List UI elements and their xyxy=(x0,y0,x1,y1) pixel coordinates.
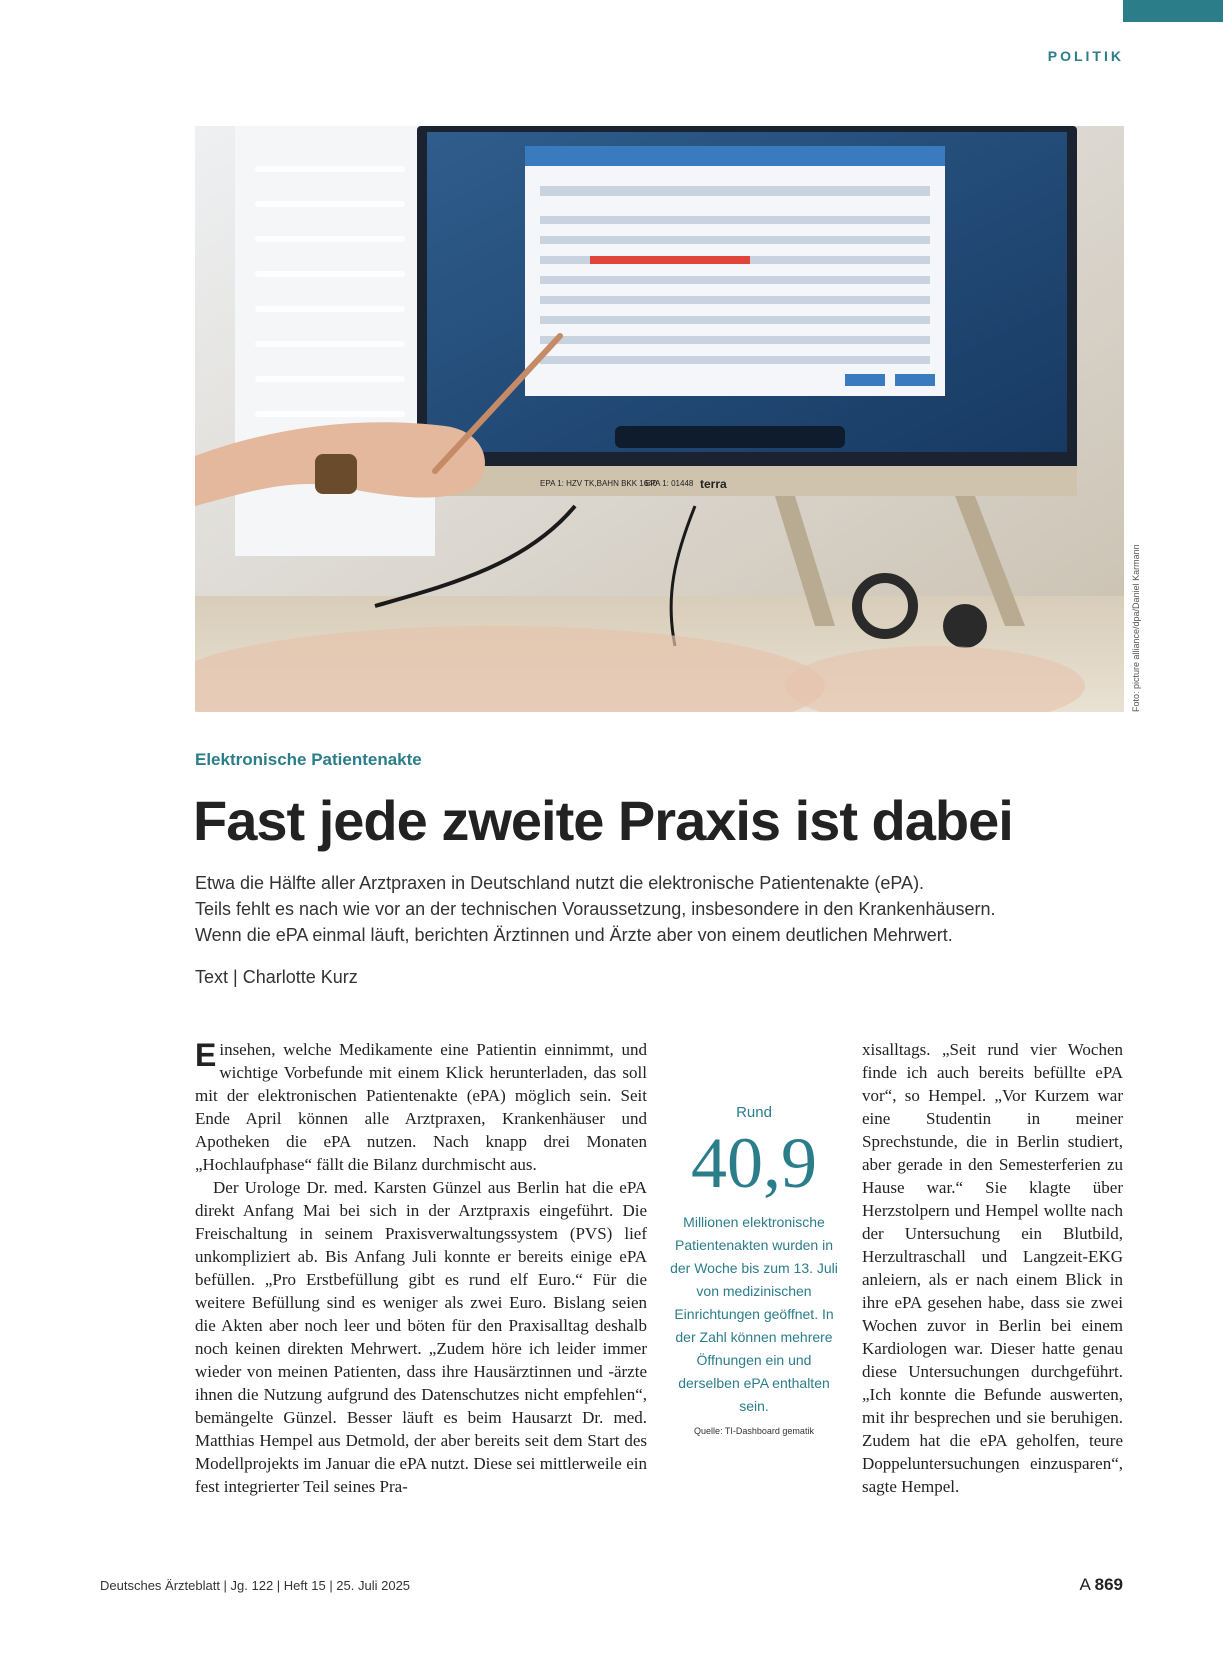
body-paragraph: xisalltags. „Seit rund vier Wochen finde ich auch bereits befüllte ePA vor“, so Hempel. „Vor Kurzem war eine Studentin in meiner Sprechstunde, die in Berlin studiert, aber gerade in den Semesterferien zu Hause war.“ Sie klagte über Herzstolpern und Hempel wollte nach der Untersuchung ein Blutbild, Herzultraschall und Langzeit-EKG anleiern, als er nach einem Blick in ihre ePA gesehen habe, dass sie zwei Wochen zuvor in Berlin bei einem Kardiologen war. Dieser hatte genau diese Untersuchungen durchgeführt. „Ich konnte die Befunde auswerten, mit ihr besprechen und sie beruhigen. Zudem hat die ePA geholfen, teure Doppeluntersuchungen einzusparen“, sagte Hempel. xyxy=(862,1040,1123,1496)
body-column-left xyxy=(195,1038,647,1498)
lead-line: Etwa die Hälfte aller Arztpraxen in Deutschland nutzt die elektronische Patientenakte (ePA). xyxy=(195,873,925,893)
section-label: POLITIK xyxy=(1047,48,1124,64)
monitor-label-a: EPA 1: HZV TK,BAHN BKK 1640 xyxy=(540,479,658,488)
lead-line: Wenn die ePA einmal läuft, berichten Ärztinnen und Ärzte aber von einem deutlichen Mehrwert. xyxy=(195,925,953,945)
body-paragraph xyxy=(195,1038,647,1176)
article-title: Fast jede zweite Praxis ist dabei xyxy=(193,789,1013,852)
drop-cap: E xyxy=(195,1037,217,1073)
stat-number: 40,9 xyxy=(691,1123,817,1203)
article-photo xyxy=(195,126,1124,712)
page-number xyxy=(1079,1575,1123,1595)
monitor-brand: terra xyxy=(700,477,727,491)
lead-line: Teils fehlt es nach wie vor an der technischen Voraussetzung, insbesondere in den Krankenhäusern. xyxy=(195,899,996,919)
body-column-right xyxy=(862,1038,1123,1498)
stat-box xyxy=(664,1104,844,1436)
article-lead xyxy=(195,870,1115,948)
paragraph-text: insehen, welche Medikamente eine Patientin einnimmt, und wichtige Vorbefunde mit einem Klick herunterladen, das soll mit der elektronischen Patientenakte (ePA) möglich sein. Seit Ende April können alle Arztpraxen, Krankenhäuser und Apotheken die ePA nutzen. Nach knapp drei Monaten „Hochlaufphase“ fällt die Bilanz durchmischt aus. xyxy=(195,1040,647,1174)
article-kicker: Elektronische Patientenakte xyxy=(195,750,422,769)
article-byline: Text | Charlotte Kurz xyxy=(195,967,358,987)
photo-credit: Foto: picture alliance/dpa/Daniel Karmann xyxy=(1131,544,1141,712)
monitor-label-b: EPA 1: 01448 xyxy=(645,479,694,488)
page-prefix: A xyxy=(1079,1575,1090,1594)
footer-journal: Deutsches Ärzteblatt | Jg. 122 | Heft 15 | 25. Juli 2025 xyxy=(100,1578,411,1593)
page-number-value: 869 xyxy=(1094,1575,1123,1594)
stat-description: Millionen elektronische Patientenakten wurden in der Woche bis zum 13. Juli von medizinischen Einrichtungen geöffnet. In der Zahl können mehrere Öffnungen ein und derselben ePA enthalten sein. xyxy=(670,1214,838,1414)
corner-tab xyxy=(1123,0,1223,22)
body-paragraph: Der Urologe Dr. med. Karsten Günzel aus Berlin hat die ePA direkt Anfang Mai bei sich in der Arztpraxis eingeführt. Die Freischaltung in seinem Praxisverwaltungssystem (PVS) lief unkompliziert ab. Bis Anfang Juli konnte er bereits einige ePA befüllen. „Pro Erstbefüllung gibt es rund elf Euro.“ Für die weitere Befüllung sind es weniger als zwei Euro. Bislang seien die Akten aber noch leer und böten für den Praxisalltag deshalb noch keinen direkten Mehrwert. „Zudem höre ich leider immer wieder von meinen Patienten, dass ihre Hausärztinnen und -ärzte ihnen die Nutzung aufgrund des Datenschutzes nicht empfehlen“, bemängelte Günzel. Besser läuft es beim Hausarzt Dr. med. Matthias Hempel aus Detmold, der aber bereits seit dem Start des Modellprojekts im Januar die ePA nutzt. Diese sei mittlerweile ein fest integrierter Teil seines Pra- xyxy=(195,1178,647,1496)
stat-source: Quelle: TI-Dashboard gematik xyxy=(694,1426,814,1436)
stat-prefix: Rund xyxy=(736,1104,772,1121)
